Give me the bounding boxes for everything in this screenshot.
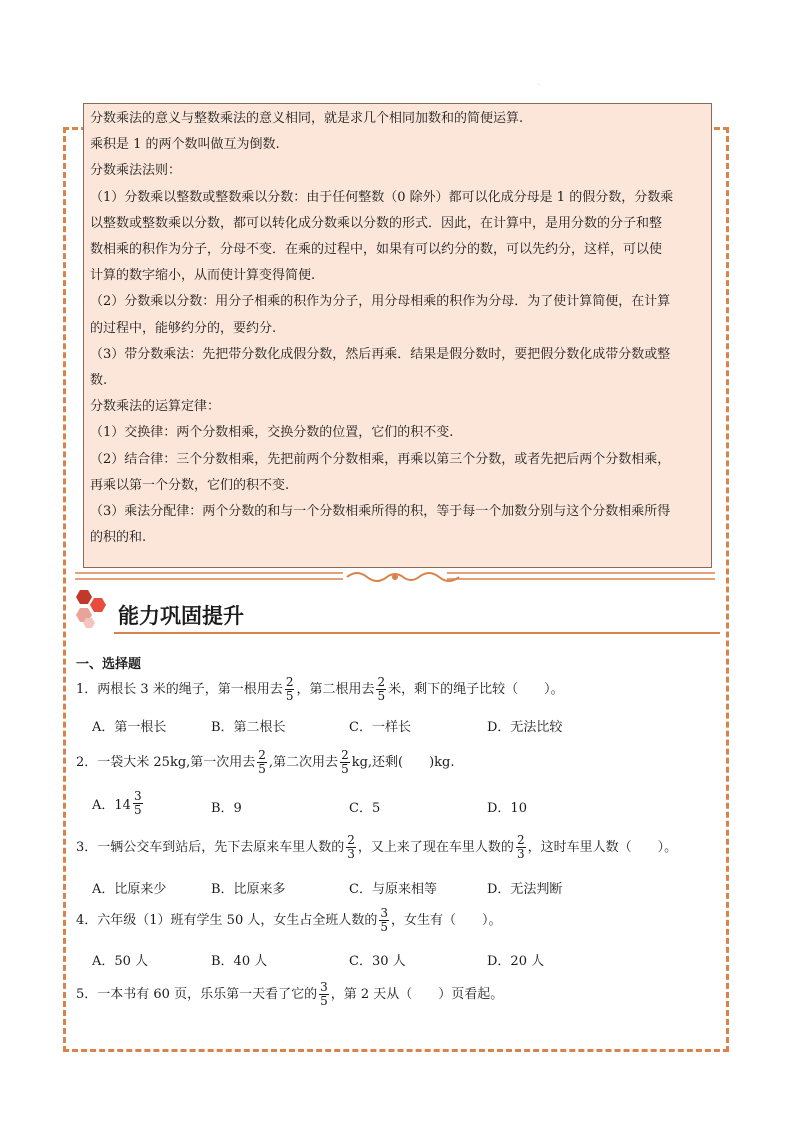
top-dot: · [538, 82, 540, 89]
knowledge-box [83, 103, 712, 568]
numerator: 3 [380, 906, 388, 920]
knowledge-line: 数. [90, 373, 108, 389]
question-text: ，女生有（ ）。 [391, 913, 502, 928]
question-4 [76, 907, 502, 934]
numerator: 2 [341, 748, 349, 762]
numerator: 3 [320, 980, 328, 994]
question-2 [76, 749, 455, 776]
ornament-divider [75, 569, 715, 585]
heading-rule [114, 632, 720, 634]
numerator: 2 [258, 748, 266, 762]
question-text: ，又上来了现在车里人数的 [357, 840, 514, 855]
option-d[interactable]: D．无法判断 [487, 882, 563, 897]
question-3 [76, 834, 677, 861]
knowledge-line: 的过程中，能够约分的，要约分. [90, 320, 277, 336]
option-c[interactable]: C．5 [349, 801, 381, 816]
option-c[interactable]: C．30 人 [349, 954, 406, 969]
knowledge-line: 再乘以第一个分数，它们的积不变. [90, 477, 290, 493]
denominator: 5 [341, 762, 349, 776]
option-d[interactable]: D．20 人 [487, 954, 545, 969]
knowledge-line: 数相乘的积作为分子，分母不变．在乘的过程中，如果有可以约分的数，可以先约分，这样，可以使 [90, 242, 663, 258]
numerator: 2 [347, 833, 355, 847]
knowledge-line: 分数乘法法则： [90, 163, 182, 179]
denominator: 5 [320, 994, 328, 1008]
option-text: A．14 [92, 798, 131, 813]
fraction [379, 907, 389, 934]
option-c[interactable]: C．与原来相等 [349, 882, 437, 897]
numerator: 2 [516, 833, 525, 847]
option-a[interactable] [92, 790, 145, 817]
knowledge-line: 分数乘法的意义与整数乘法的意义相同，就是求几个相同加数和的简便运算. [90, 111, 524, 126]
question-text: 2．一袋大米 25kg,第一次用去 [76, 755, 256, 770]
denominator: 5 [380, 920, 388, 934]
heading-title: 能力巩固提升 [118, 604, 244, 628]
option-a[interactable]: A．50 人 [92, 954, 149, 969]
fraction [376, 676, 386, 703]
numerator: 2 [377, 675, 386, 689]
question-text: ，第二根用去 [296, 682, 375, 697]
question-text: 米，剩下的绳子比较（ ）。 [388, 682, 564, 697]
option-a[interactable]: A．第一根长 [92, 720, 167, 735]
knowledge-line: 以整数或整数乘以分数，都可以转化成分数乘以分数的形式．因此，在计算中，是用分数的分子和整 [90, 215, 663, 231]
numerator: 3 [133, 789, 142, 803]
denominator: 5 [258, 762, 266, 776]
option-b[interactable]: B．40 人 [211, 954, 268, 969]
option-d[interactable]: D．10 [487, 801, 527, 816]
question-text: kg,还剩( )kg. [351, 755, 455, 770]
denominator: 5 [133, 803, 142, 817]
denominator: 3 [347, 847, 355, 861]
question-text: 5．一本书有 60 页，乐乐第一天看了它的 [76, 987, 318, 1002]
knowledge-line: （1）交换律：两个分数相乘，交换分数的位置，它们的积不变. [90, 425, 454, 441]
question-text: ，第 2 天从（ ）页看起。 [330, 987, 504, 1002]
option-a[interactable]: A．比原来少 [92, 882, 167, 897]
fraction [285, 676, 295, 703]
option-b[interactable]: B．9 [211, 801, 242, 816]
knowledge-line: （3）乘法分配律：两个分数的和与一个分数相乘所得的积，等于每一个加数分别与这个分数相乘所得 [90, 504, 671, 520]
option-b[interactable]: B．第二根长 [211, 720, 286, 735]
knowledge-line: 乘积是 1 的两个数叫做互为倒数. [90, 137, 280, 153]
question-text: ,第二次用去 [268, 755, 339, 770]
knowledge-line: （2）结合律：三个分数相乘，先把前两个分数相乘，再乘以第三个分数，或者先把后两个分数相乘， [90, 451, 671, 467]
numerator: 2 [285, 675, 294, 689]
knowledge-line: （2）分数乘以分数：用分子相乘的积作为分子，用分母相乘的积作为分母．为了使计算简便，在计算 [90, 294, 671, 310]
option-d[interactable]: D．无法比较 [487, 720, 563, 735]
denominator: 5 [285, 689, 294, 703]
question-text: 3．一辆公交车到站后，先下去原来车里人数的 [76, 840, 345, 855]
question-5 [76, 981, 503, 1008]
section-title: 一、选择题 [76, 657, 142, 672]
denominator: 5 [377, 689, 386, 703]
knowledge-line: （1）分数乘以整数或整数乘以分数：由于任何整数（0 除外）都可以化成分母是 1 的假分数，分数乘 [90, 189, 674, 205]
fraction [516, 834, 526, 861]
fraction [257, 749, 267, 776]
hexagon-icon [70, 588, 114, 632]
question-text: ，这时车里人数（ ）。 [527, 840, 678, 855]
knowledge-line: 分数乘法的运算定律： [90, 399, 221, 415]
option-c[interactable]: C．一样长 [349, 720, 411, 735]
knowledge-line: 计算的数字缩小，从而使计算变得简便. [90, 268, 316, 284]
option-b[interactable]: B．比原来多 [211, 882, 286, 897]
question-text: 1．两根长 3 米的绳子，第一根用去 [76, 682, 283, 697]
knowledge-line: 的积的和. [90, 530, 147, 546]
question-1 [76, 676, 564, 703]
fraction [133, 790, 143, 817]
knowledge-line: （3）带分数乘法：先把带分数化成假分数，然后再乘．结果是假分数时，要把假分数化成带分数或整 [90, 346, 671, 362]
fraction [340, 749, 350, 776]
denominator: 3 [516, 847, 525, 861]
question-text: 4．六年级（1）班有学生 50 人，女生占全班人数的 [76, 913, 378, 928]
section-heading [70, 588, 720, 636]
fraction [319, 981, 329, 1008]
fraction [346, 834, 356, 861]
